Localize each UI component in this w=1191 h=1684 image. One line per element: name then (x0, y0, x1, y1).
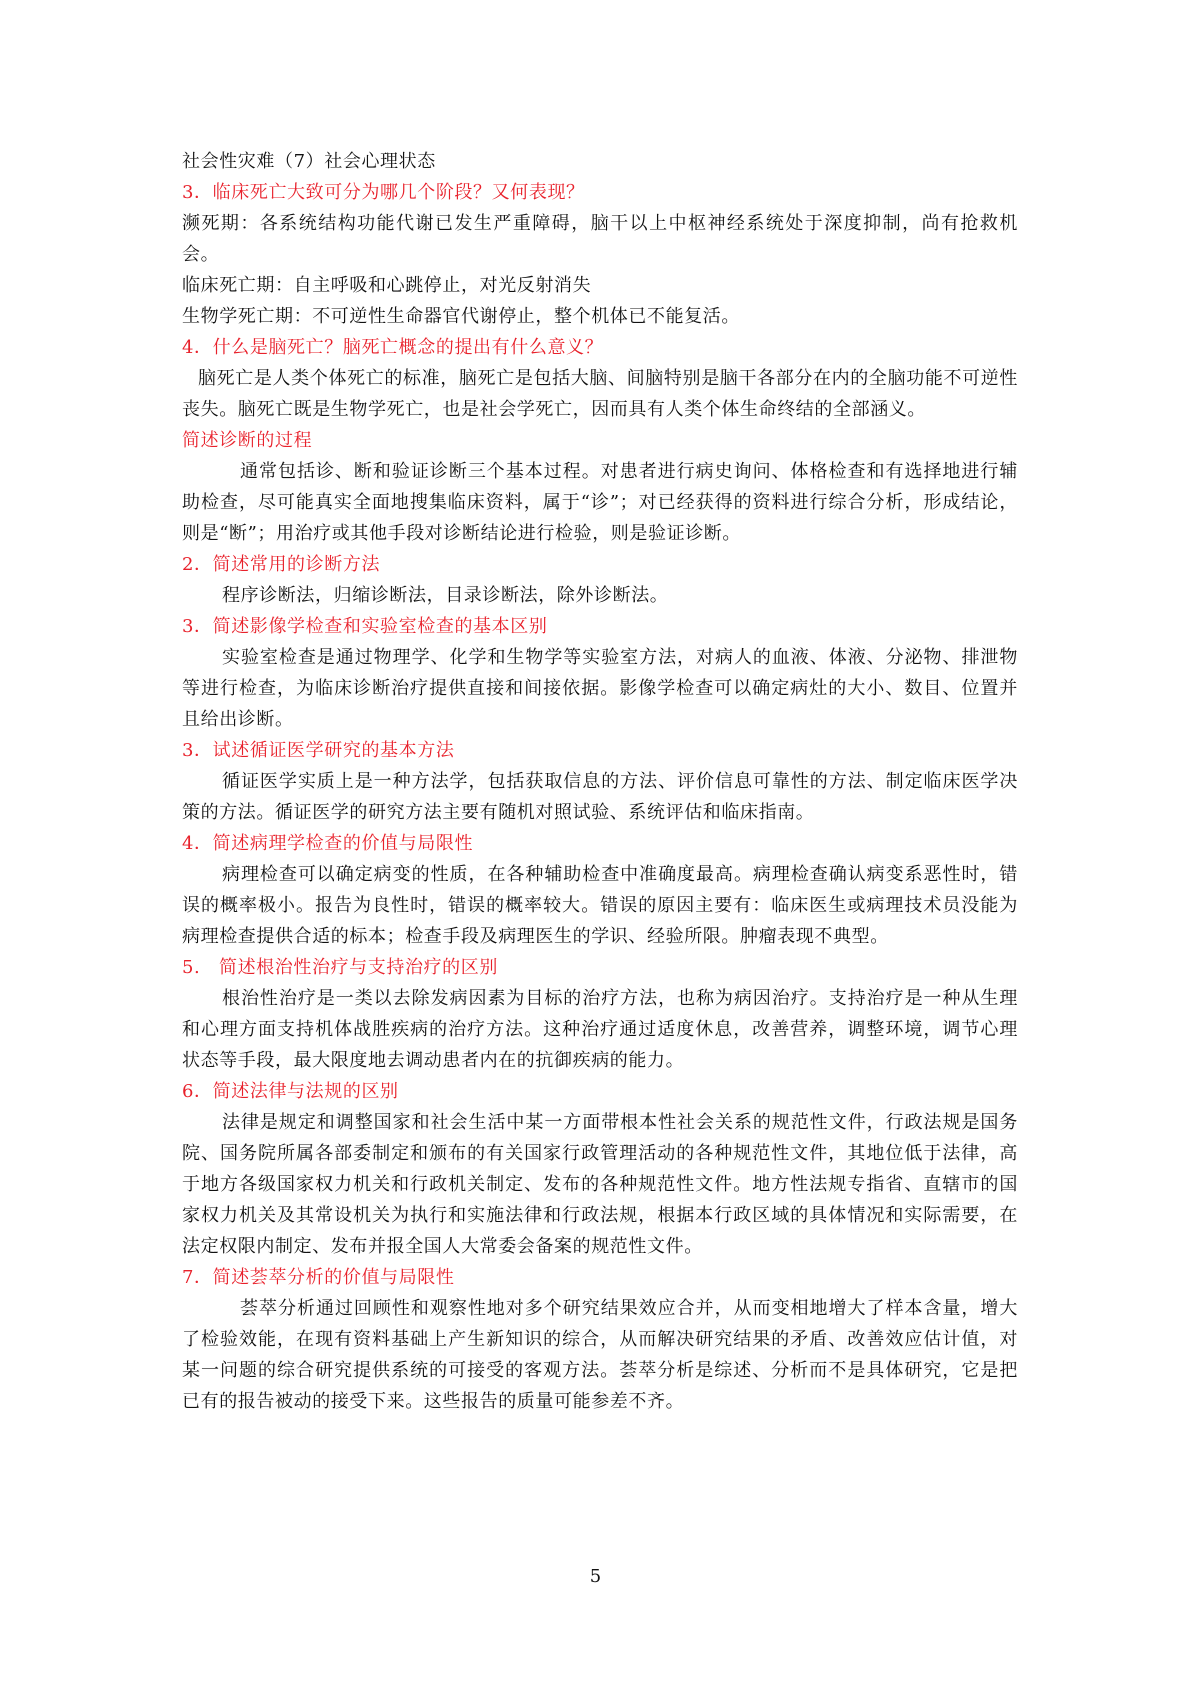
section-heading: 7．简述荟萃分析的价值与局限性 (182, 1267, 455, 1288)
page-number: 5 (589, 1566, 602, 1587)
section-heading: 简述诊断的过程 (182, 430, 313, 451)
section-heading: 4．什么是脑死亡？脑死亡概念的提出有什么意义？ (182, 337, 604, 358)
body-paragraph: 荟萃分析通过回顾性和观察性地对多个研究结果效应合并，从而变相地增大了样本含量，增大了检验效能，在现有资料基础上产生新知识的综合，从而解决研究结果的矛盾、改善效应估计值，对某一问题的综合研究提供系统的可接受的客观方法。荟萃分析是综述、分析而不是具体研究，它是把已有的报告被动的接受下来。这些报告的质量可能参差不齐。 (182, 1298, 1018, 1412)
body-paragraph: 根治性治疗是一类以去除发病因素为目标的治疗方法，也称为病因治疗。支持治疗是一种从生理和心理方面支持机体战胜疾病的治疗方法。这种治疗通过适度休息，改善营养，调整环境，调节心理状态等手段，最大限度地去调动患者内在的抗御疾病的能力。 (182, 988, 1018, 1071)
body-paragraph: 社会性灾难（7）社会心理状态 (182, 151, 436, 172)
body-paragraph: 病理检查可以确定病变的性质，在各种辅助检查中准确度最高。病理检查确认病变系恶性时，错误的概率极小。报告为良性时，错误的概率较大。错误的原因主要有：临床医生或病理技术员没能为病理检查提供合适的标本；检查手段及病理医生的学识、经验所限。肿瘤表现不典型。 (182, 864, 1018, 947)
section-heading: 2．简述常用的诊断方法 (182, 554, 381, 575)
body-paragraph: 循证医学实质上是一种方法学，包括获取信息的方法、评价信息可靠性的方法、制定临床医学决策的方法。循证医学的研究方法主要有随机对照试验、系统评估和临床指南。 (182, 771, 1018, 823)
section-heading: 5. 简述根治性治疗与支持治疗的区别 (182, 957, 498, 978)
body-paragraph: 实验室检查是通过物理学、化学和生物学等实验室方法，对病人的血液、体液、分泌物、排泄物等进行检查，为临床诊断治疗提供直接和间接依据。影像学检查可以确定病灶的大小、数目、位置并且给出诊断。 (182, 647, 1018, 730)
body-paragraph: 法律是规定和调整国家和社会生活中某一方面带根本性社会关系的规范性文件，行政法规是国务院、国务院所属各部委制定和颁布的有关国家行政管理活动的各种规范性文件，其地位低于法律，高于地方各级国家权力机关和行政机关制定、发布的各种规范性文件。地方性法规专指省、直辖市的国家权力机关及其常设机关为执行和实施法律和行政法规，根据本行政区域的具体情况和实际需要，在法定权限内制定、发布并报全国人大常委会备案的规范性文件。 (182, 1112, 1018, 1257)
section-heading: 6．简述法律与法规的区别 (182, 1081, 399, 1102)
section-heading: 4．简述病理学检查的价值与局限性 (182, 833, 474, 854)
body-paragraph: 濒死期：各系统结构功能代谢已发生严重障碍，脑干以上中枢神经系统处于深度抑制，尚有抢救机会。 (182, 213, 1018, 265)
body-paragraph: 程序诊断法，归缩诊断法，目录诊断法，除外诊断法。 (222, 585, 669, 606)
section-heading: 3．临床死亡大致可分为哪几个阶段？又何表现？ (182, 182, 585, 203)
body-paragraph: 临床死亡期：自主呼吸和心跳停止，对光反射消失 (182, 275, 592, 296)
body-paragraph: 生物学死亡期：不可逆性生命器官代谢停止，整个机体已不能复活。 (182, 306, 740, 327)
document-body (182, 146, 1018, 1417)
section-heading: 3．试述循证医学研究的基本方法 (182, 740, 455, 761)
body-paragraph: 脑死亡是人类个体死亡的标准，脑死亡是包括大脑、间脑特别是脑干各部分在内的全脑功能不可逆性丧失。脑死亡既是生物学死亡，也是社会学死亡，因而具有人类个体生命终结的全部涵义。 (182, 368, 1018, 420)
section-heading: 3．简述影像学检查和实验室检查的基本区别 (182, 616, 548, 637)
body-paragraph: 通常包括诊、断和验证诊断三个基本过程。对患者进行病史询问、体格检查和有选择地进行辅助检查，尽可能真实全面地搜集临床资料，属于“诊”；对已经获得的资料进行综合分析，形成结论，则是“断”；用治疗或其他手段对诊断结论进行检验，则是验证诊断。 (182, 461, 1018, 544)
